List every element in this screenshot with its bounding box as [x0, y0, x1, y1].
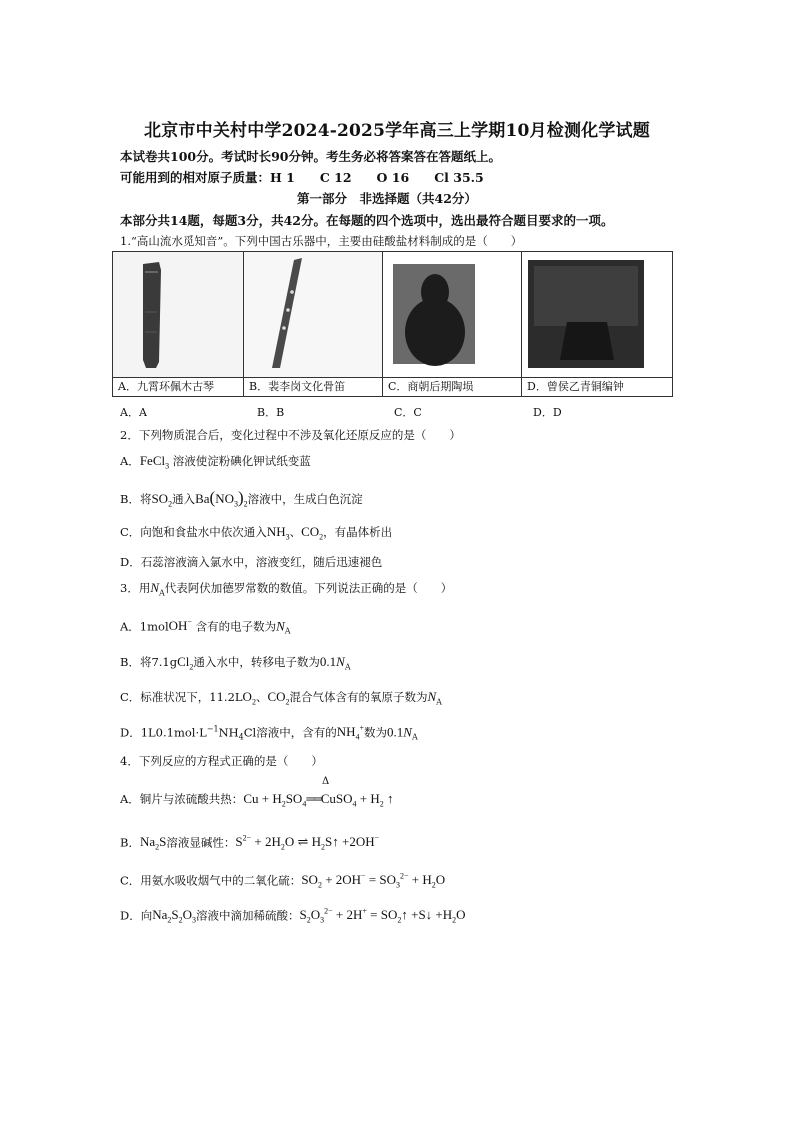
page-title: 北京市中关村中学2024-2025学年高三上学期10月检测化学试题 — [144, 121, 650, 141]
caption-d: D．曾侯乙青铜编钟 — [522, 377, 672, 396]
guqin-image — [113, 252, 243, 377]
question-4-option-d: D．向$Na_2S_2O_3$溶液中滴加稀硫酸：$S_2O_3^{2-} + 2H^+$ = $SO_2↑$ +S↓ $+H_2O$ — [120, 907, 466, 925]
heat-symbol: Δ — [322, 776, 330, 787]
question-2-option-c: C．向饱和食盐水中依次通入$NH_3$、$CO_2$，有晶体析出 — [120, 524, 393, 542]
question-4-option-b: B．$Na_2S$溶液显碱性：$S^{2-} + 2H_2O$ ⇌ $H_2S↑ +2OH^-$ — [120, 834, 380, 852]
question-1-stem: 1.“高山流水觅知音”。下列中国古乐器中，主要由硅酸盐材料制成的是（ ） — [120, 234, 523, 248]
exam-info: 本试卷共100分。考试时长90分钟。考生务必将答案答在答题纸上。 — [120, 149, 501, 164]
question-3-stem: 3．用$N_A$代表阿伏加德罗常数的数值。下列说法正确的是（ ） — [120, 580, 453, 598]
question-1-image-table — [112, 251, 673, 397]
answer-c: C．C — [394, 406, 422, 419]
answer-a: A．A — [120, 406, 147, 419]
section-description: 本部分共14题，每题3分，共42分。在每题的四个选项中，选出最符合题目要求的一项。 — [120, 213, 614, 228]
question-3-option-d: D．$1L0.1mol\cdot L^{-1}NH_4Cl$溶液中，含有的$NH_4^+$数为$0.1N_A$ — [120, 724, 418, 742]
caption-b: B．裴李岗文化骨笛 — [244, 377, 382, 396]
bone-flute-image — [244, 252, 382, 377]
bianzhong-image — [522, 252, 672, 377]
question-3-option-c: C．标准状况下，$11.2LO_2$、$CO_2$混合气体含有的氧原子数为$N_A$ — [120, 689, 442, 707]
section-heading: 第一部分 非选择题（共42分） — [297, 191, 477, 206]
question-4-option-a: A．铜片与浓硫酸共热：$Cu + H_2SO_4══CuSO_4 + H_2$ ↑ — [120, 791, 394, 809]
caption-a: A．九霄环佩木古琴 — [113, 377, 243, 396]
question-2-option-b: B．将$SO_2$通入$Ba(NO_3)_2$溶液中，生成白色沉淀 — [120, 488, 363, 509]
question-4-stem: 4．下列反应的方程式正确的是（ ） — [120, 754, 323, 768]
question-2-stem: 2．下列物质混合后，变化过程中不涉及氧化还原反应的是（ ） — [120, 428, 461, 442]
question-2-option-a: A．FeCl$_3$ 溶液使淀粉碘化钾试纸变蓝 — [120, 453, 311, 471]
atomic-mass-info: 可能用到的相对原子质量：H 1 C 12 O 16 Cl 35.5 — [120, 170, 484, 185]
answer-d: D．D — [533, 406, 562, 419]
question-2-option-d: D．石蕊溶液滴入氯水中，溶液变红，随后迅速褪色 — [120, 555, 383, 569]
question-4-option-c: C．用氨水吸收烟气中的二氧化硫：$SO_2 + 2OH^- = SO_3^{2-} + H_2O$ — [120, 872, 446, 890]
answer-b: B．B — [257, 406, 285, 419]
question-3-option-a: A．1molOH− 含有的电子数为$N_A$ — [120, 618, 291, 636]
question-3-option-b: B．将7.1gCl$_2$通入水中，转移电子数为$0.1N_A$ — [120, 654, 351, 672]
caption-c: C．商朝后期陶埙 — [383, 377, 521, 396]
xun-image — [383, 252, 521, 377]
